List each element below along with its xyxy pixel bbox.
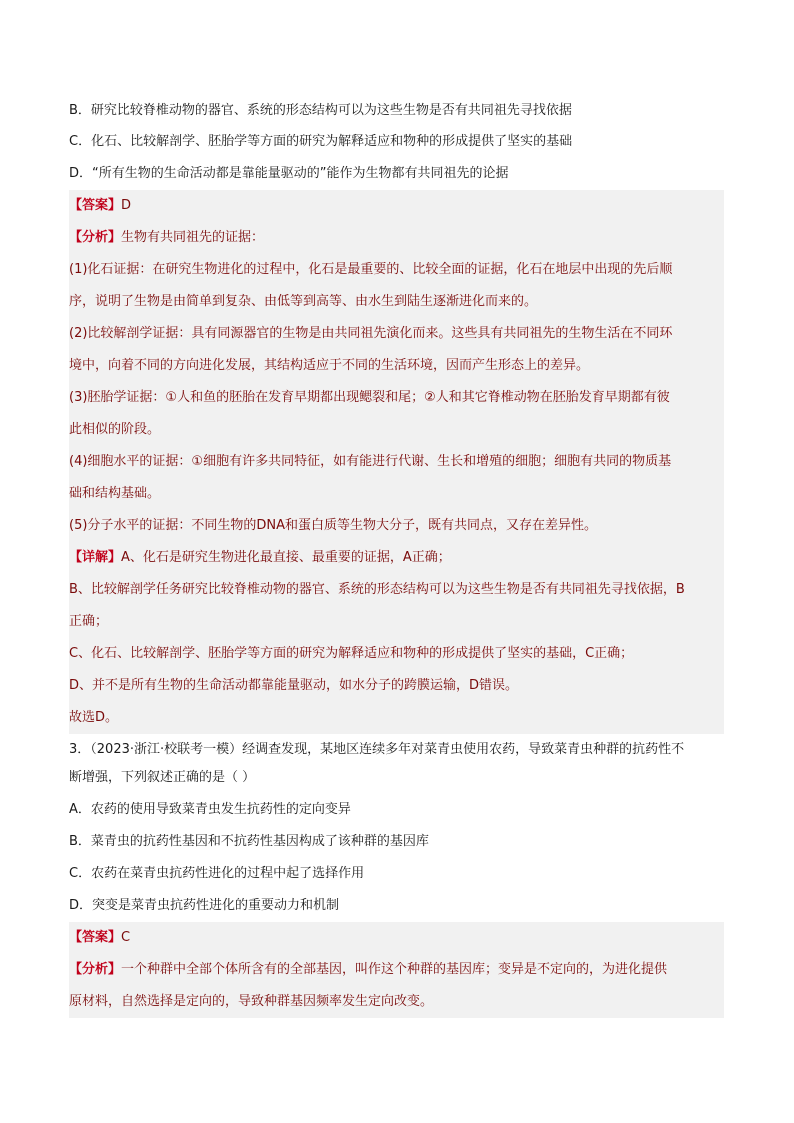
analysis-line: 础和结构基础。 xyxy=(69,478,724,510)
q2-detail-heading xyxy=(69,542,724,574)
analysis-tag: 【分析】 xyxy=(69,962,122,977)
q3-answer xyxy=(69,922,724,954)
analysis-line: (2)比较解剖学证据：具有同源器官的生物是由共同祖先演化而来。这些具有共同祖先的生物生活在不同环 xyxy=(69,318,724,350)
q3-option-d: D．突变是菜青虫抗药性进化的重要动力和机制 xyxy=(69,898,340,913)
q2-option-b: B．研究比较脊椎动物的器官、系统的形态结构可以为这些生物是否有共同祖先寻找依据 xyxy=(69,103,572,118)
answer-value: C xyxy=(121,930,131,945)
analysis-line: (1)化石证据：在研究生物进化的过程中，化石是最重要的、比较全面的证据，化石在地层中出现的先后顺 xyxy=(69,254,724,286)
detail-line: C、化石、比较解剖学、胚胎学等方面的研究为解释适应和物种的形成提供了坚实的基础，C正确； xyxy=(69,638,724,670)
detail-tag: 【详解】 xyxy=(69,550,122,565)
answer-tag: 【答案】 xyxy=(69,198,122,213)
detail-line: 正确； xyxy=(69,606,724,638)
analysis-line: (5)分子水平的证据：不同生物的DNA和蛋白质等生物大分子，既有共同点，又存在差异性。 xyxy=(69,510,724,542)
detail-line: D、并不是所有生物的生命活动都靠能量驱动，如水分子的跨膜运输，D错误。 xyxy=(69,670,724,702)
q2-answer xyxy=(69,190,724,222)
analysis-line: 境中，向着不同的方向进化发展，其结构适应于不同的生活环境，因而产生形态上的差异。 xyxy=(69,350,724,382)
detail-first: A、化石是研究生物进化最直接、最重要的证据，A正确； xyxy=(121,550,451,565)
analysis-line: 序，说明了生物是由简单到复杂、由低等到高等、由水生到陆生逐渐进化而来的。 xyxy=(69,286,724,318)
q3-stem: 断增强，下列叙述正确的是（ ） xyxy=(69,770,256,785)
q3-stem: 3．（2023·浙江·校联考一模）经调查发现，某地区连续多年对菜青虫使用农药，导致菜青虫种群的抗药性不 xyxy=(69,742,685,757)
q2-option-c: C．化石、比较解剖学、胚胎学等方面的研究为解释适应和物种的形成提供了坚实的基础 xyxy=(69,134,573,149)
analysis-line: (3)胚胎学证据：①人和鱼的胚胎在发育早期都出现鳃裂和尾；②人和其它脊椎动物在胚胎发育早期都有彼 xyxy=(69,382,724,414)
analysis-line: 原材料，自然选择是定向的，导致种群基因频率发生定向改变。 xyxy=(69,986,724,1018)
analysis-text: 一个种群中全部个体所含有的全部基因，叫作这个种群的基因库；变异是不定向的，为进化提供 xyxy=(121,962,668,977)
detail-line: 故选D。 xyxy=(69,702,724,734)
answer-tag: 【答案】 xyxy=(69,930,122,945)
q3-option-a: A．农药的使用导致菜青虫发生抗药性的定向变异 xyxy=(69,802,351,817)
q3-option-c: C．农药在菜青虫抗药性进化的过程中起了选择作用 xyxy=(69,866,365,881)
analysis-tag: 【分析】 xyxy=(69,230,122,245)
q3-option-b: B．菜青虫的抗药性基因和不抗药性基因构成了该种群的基因库 xyxy=(69,834,429,849)
answer-value: D xyxy=(121,198,132,213)
analysis-line: 此相似的阶段。 xyxy=(69,414,724,446)
q3-analysis xyxy=(69,954,724,986)
q2-analysis-heading xyxy=(69,222,724,254)
analysis-line: (4)细胞水平的证据：①细胞有许多共同特征，如有能进行代谢、生长和增殖的细胞；细胞有共同的物质基 xyxy=(69,446,724,478)
detail-line: B、比较解剖学任务研究比较脊椎动物的器官、系统的形态结构可以为这些生物是否有共同祖先寻找依据，B xyxy=(69,574,724,606)
analysis-intro: 生物有共同祖先的证据： xyxy=(121,230,265,245)
q2-option-d: D．“所有生物的生命活动都是靠能量驱动的”能作为生物都有共同祖先的论据 xyxy=(69,166,509,181)
